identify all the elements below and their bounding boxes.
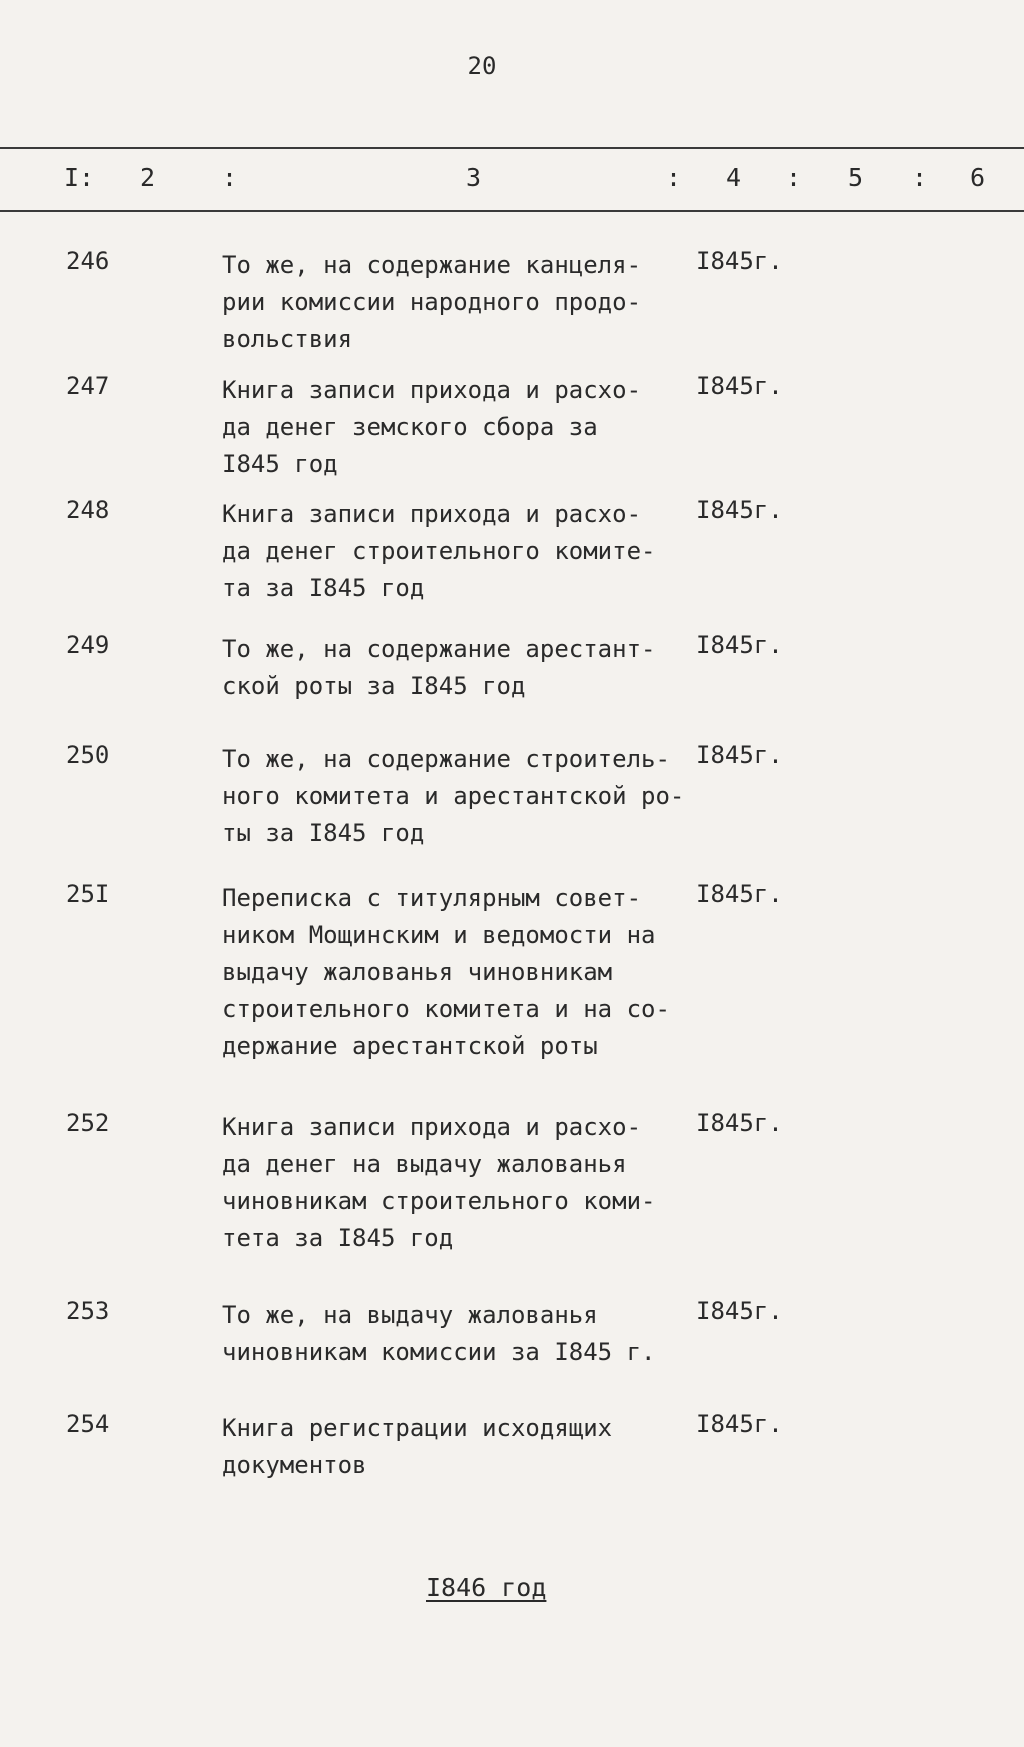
entry-title: Книга записи прихода и расхо- да денег на выдачу жалованья чиновникам строительного коми- тета за I845 год bbox=[222, 1113, 656, 1252]
entry-title: То же, на содержание строитель- ного комитета и арестантской ро- ты за I845 год bbox=[222, 745, 685, 847]
entry-number: 25I bbox=[66, 880, 110, 908]
entry-number: 252 bbox=[66, 1109, 110, 1137]
page-number: 20 bbox=[467, 52, 497, 80]
entry-title: Книга регистрации исходящих документов bbox=[222, 1414, 613, 1479]
entry-title: Переписка с титулярным совет- ником Мощинским и ведомости на выдачу жалованья чиновникам строительного комитета и на со- держание арестантской роты bbox=[222, 884, 670, 1060]
entry-number: 247 bbox=[66, 372, 110, 400]
entry-date: I845г. bbox=[696, 496, 783, 524]
column-header-1: I: bbox=[64, 163, 95, 192]
entry-title: То же, на содержание канцеля- рии комиссии народного продо- вольствия bbox=[222, 251, 642, 353]
entry-number: 250 bbox=[66, 741, 110, 769]
entry-date: I845г. bbox=[696, 372, 783, 400]
column-header-3: 3 bbox=[466, 163, 482, 192]
year-section-heading: I846 год bbox=[426, 1573, 547, 1602]
entry-title: Книга записи прихода и расхо- да денег строительного комите- та за I845 год bbox=[222, 500, 656, 602]
column-separator: : bbox=[222, 163, 238, 192]
entry-number: 249 bbox=[66, 631, 110, 659]
entry-number: 246 bbox=[66, 247, 110, 275]
column-separator: : bbox=[666, 163, 682, 192]
entry-number: 248 bbox=[66, 496, 110, 524]
entry-number: 253 bbox=[66, 1297, 110, 1325]
column-separator: : bbox=[786, 163, 802, 192]
entry-date: I845г. bbox=[696, 1410, 783, 1438]
entry-date: I845г. bbox=[696, 631, 783, 659]
column-separator: : bbox=[912, 163, 928, 192]
column-header-2: 2 bbox=[140, 163, 156, 192]
entry-date: I845г. bbox=[696, 1109, 783, 1137]
header-bottom-rule bbox=[0, 210, 1024, 212]
entry-date: I845г. bbox=[696, 741, 783, 769]
entry-title: То же, на выдачу жалованья чиновникам комиссии за I845 г. bbox=[222, 1301, 656, 1366]
entry-date: I845г. bbox=[696, 247, 783, 275]
entry-number: 254 bbox=[66, 1410, 110, 1438]
column-header-5: 5 bbox=[848, 163, 864, 192]
entry-date: I845г. bbox=[696, 1297, 783, 1325]
column-header-4: 4 bbox=[726, 163, 742, 192]
entry-date: I845г. bbox=[696, 880, 783, 908]
entry-title: То же, на содержание арестант- ской роты за I845 год bbox=[222, 635, 656, 700]
header-top-rule bbox=[0, 147, 1024, 149]
column-header-6: 6 bbox=[970, 163, 986, 192]
entry-title: Книга записи прихода и расхо- да денег земского сбора за I845 год bbox=[222, 376, 642, 478]
